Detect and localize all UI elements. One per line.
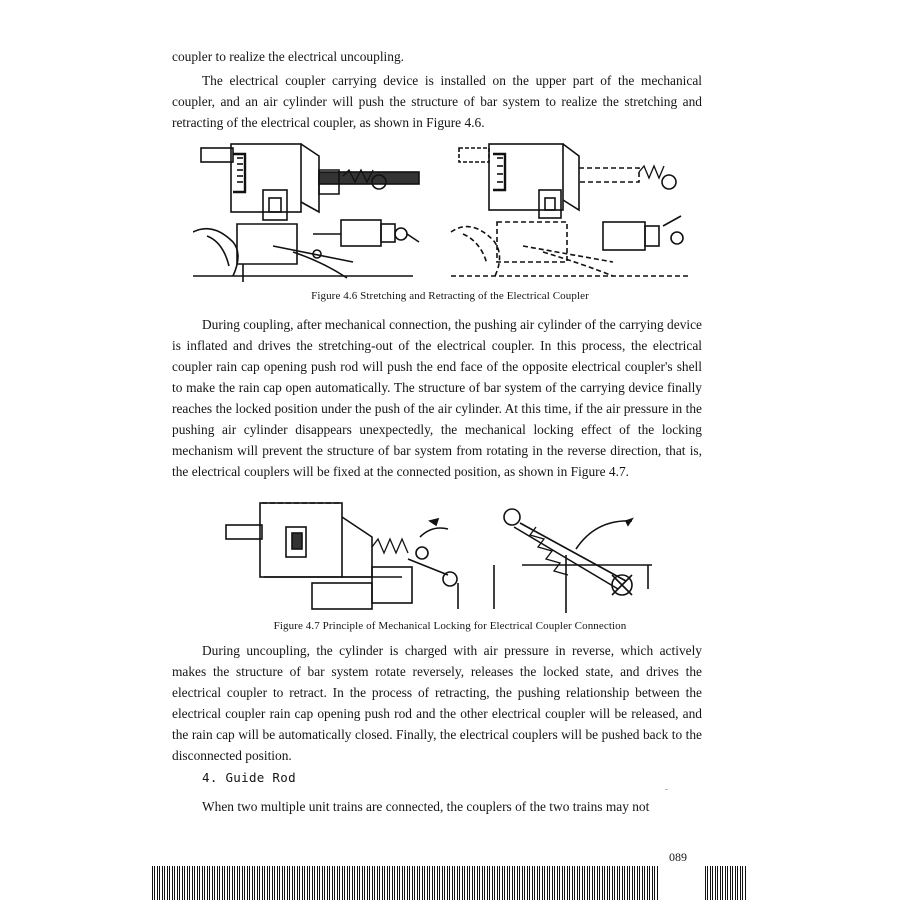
figure-4-6-drawing <box>193 142 693 284</box>
barcode-strip-right <box>705 866 746 900</box>
figure-4-7-drawing <box>222 497 654 613</box>
figure-4-7-caption: Figure 4.7 Principle of Mechanical Locking for Electrical Coupler Connection <box>273 620 627 632</box>
figure-4-6 <box>193 142 693 284</box>
paragraph-1: coupler to realize the electrical uncoupling. <box>172 49 404 64</box>
paragraph-2: The electrical coupler carrying device is installed on the upper part of the mechanical coupler, and an air cylinder will push the structure of bar system to realize the stretching and retracting of the electrical coupler, as shown in Figure 4.6. <box>172 73 702 130</box>
section-heading-guide-rod: 4. Guide Rod <box>202 770 296 785</box>
page-number: 089 <box>669 850 687 864</box>
figure-4-7 <box>222 497 654 613</box>
scan-mark <box>665 789 668 790</box>
paragraph-4: During uncoupling, the cylinder is charged with air pressure in reverse, which actively makes the structure of bar system rotate reversely, releases the locked state, and drives the electrical coupler to retract. In the process of retracting, the pushing relationship between the electrical coupler rain cap opening push rod and the other electrical coupler will be released, and the rain cap will be automatically closed. Finally, the electrical couplers will be pushed back to the disconnected position. <box>172 643 702 763</box>
barcode-strip-left <box>152 866 659 900</box>
paragraph-5: When two multiple unit trains are connected, the couplers of the two trains may not <box>202 799 650 814</box>
paragraph-3: During coupling, after mechanical connection, the pushing air cylinder of the carrying device is inflated and drives the stretching-out of the electrical coupler. In this process, the electrical coupler rain cap opening push rod will push the end face of the opposite electrical coupler's shell to make the rain cap open automatically. The structure of bar system of the carrying device finally reaches the locked position under the push of the air cylinder. At this time, if the air pressure in the pushing air cylinder disappears unexpectedly, the mechanical locking effect of the locking mechanism will prevent the structure of bar system from rotating in the reverse direction, that is, the electrical couplers will be fixed at the connected position, as shown in Figure 4.7. <box>172 317 702 479</box>
figure-4-6-caption: Figure 4.6 Stretching and Retracting of the Electrical Coupler <box>311 290 589 302</box>
